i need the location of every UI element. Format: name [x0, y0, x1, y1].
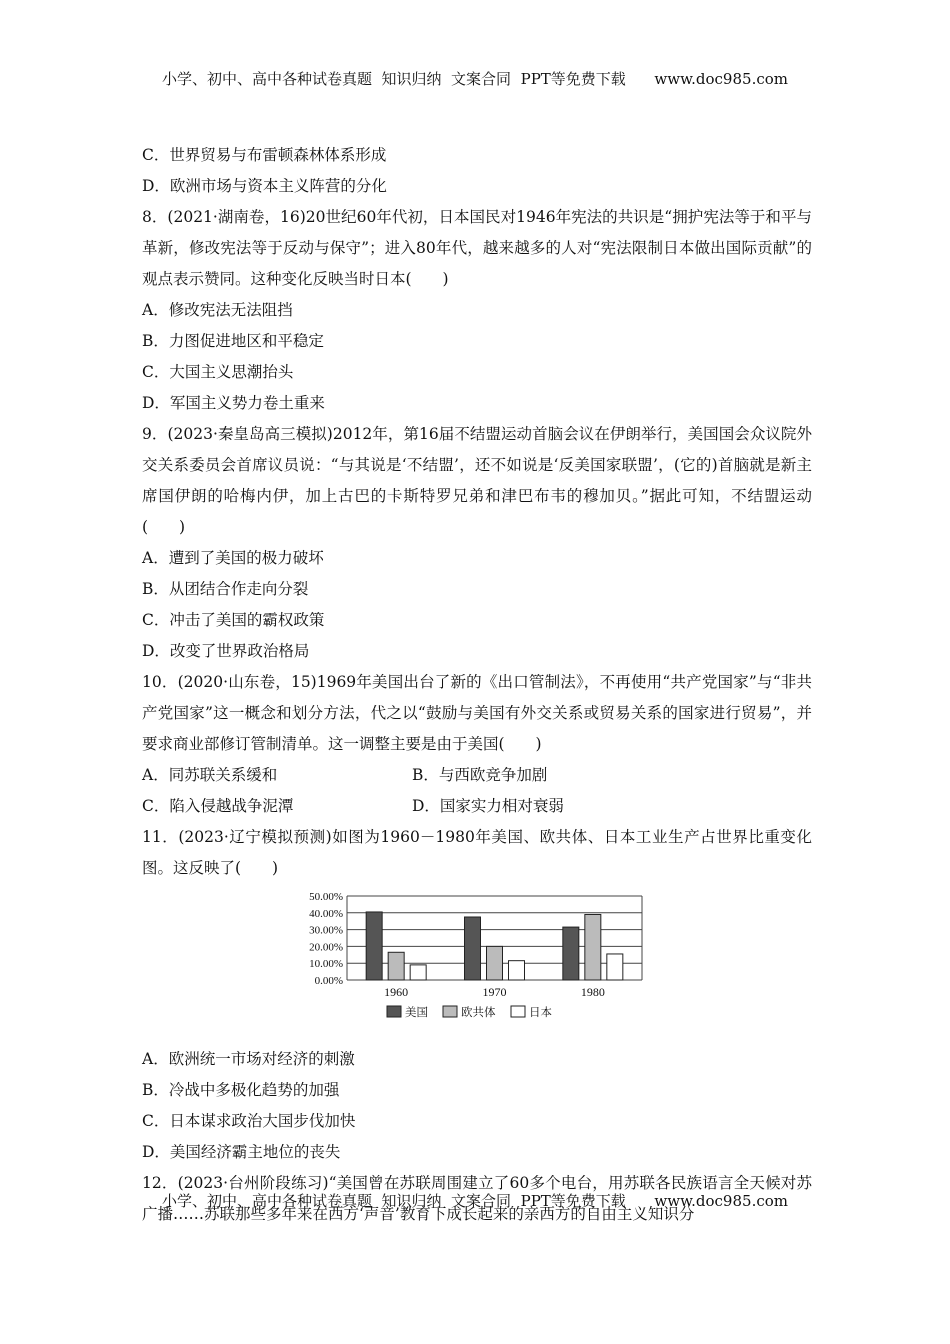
- bar-1970-欧共体: [487, 946, 503, 980]
- y-tick-label: 40.00%: [309, 907, 343, 920]
- question-11-stem: 11．(2023·辽宁模拟预测)如图为1960－1980年美国、欧共体、日本工业生产占世界比重变化图。这反映了( ): [142, 828, 812, 877]
- y-tick-label: 50.00%: [309, 891, 343, 903]
- question-9-option-a: A．遭到了美国的极力破坏: [142, 549, 324, 567]
- question-11-option-a: A．欧洲统一市场对经济的刺激: [142, 1050, 355, 1068]
- legend-label: 美国: [405, 1007, 428, 1019]
- option-line: C．世界贸易与布雷顿森林体系形成: [142, 146, 387, 164]
- question-8-option-a: A．修改宪法无法阻挡: [142, 301, 293, 319]
- page-footer: 小学、初中、高中各种试卷真题 知识归纳 文案合同 PPT等免费下载 www.doc985.com: [161, 1192, 788, 1210]
- question-10-option-a: A．同苏联关系缓和: [142, 766, 278, 784]
- question-8-option-b: B．力图促进地区和平稳定: [142, 332, 324, 350]
- question-8-option-c: C．大国主义思潮抬头: [142, 363, 294, 381]
- bar-1960-美国: [366, 912, 382, 980]
- question-10-options-row2: [142, 791, 812, 822]
- question-10-option-c: C．陷入侵越战争泥潭: [142, 797, 294, 815]
- question-9-stem: 9．(2023·秦皇岛高三模拟)2012年，第16届不结盟运动首脑会议在伊朗举行，美国国会众议院外交关系委员会首席议员说：“与其说是‘不结盟’，还不如说是‘反美国家联盟’，(它的)首脑就是新主席国伊朗的哈梅内伊，加上古巴的卡斯特罗兄弟和津巴布韦的穆加贝。”据此可知，不结盟运动( ): [142, 425, 812, 536]
- question-10-options-row1: [142, 760, 812, 791]
- legend-swatch-欧共体: [443, 1006, 457, 1017]
- bar-1960-日本: [410, 965, 426, 980]
- bar-1980-美国: [563, 927, 579, 980]
- question-10-stem: 10．(2020·山东卷，15)1969年美国出台了新的《出口管制法》，不再使用“共产党国家”与“非共产党国家”这一概念和划分方法，代之以“鼓励与美国有外交关系或贸易关系的国家进行贸易”，并要求商业部修订管制清单。这一调整主要是由于美国( ): [142, 673, 812, 753]
- question-9-option-d: D．改变了世界政治格局: [142, 642, 310, 660]
- y-tick-label: 20.00%: [309, 941, 343, 954]
- option-line: D．欧洲市场与资本主义阵营的分化: [142, 177, 387, 195]
- page-header: 小学、初中、高中各种试卷真题 知识归纳 文案合同 PPT等免费下载 www.doc985.com: [161, 70, 788, 88]
- x-tick-label: 1980: [580, 985, 605, 999]
- bar-1980-欧共体: [585, 914, 601, 980]
- exam-page: [142, 140, 812, 1230]
- y-tick-label: 30.00%: [309, 924, 343, 937]
- bar-1980-日本: [607, 954, 623, 980]
- x-tick-label: 1960: [384, 985, 409, 999]
- bar-1960-欧共体: [388, 952, 404, 980]
- y-tick-label: 0.00%: [314, 975, 343, 987]
- question-10-option-b: B．与西欧竞争加剧: [412, 766, 548, 784]
- question-11-option-c: C．日本谋求政治大国步伐加快: [142, 1112, 356, 1130]
- question-10-option-d: D．国家实力相对衰弱: [412, 797, 564, 815]
- legend-label: 欧共体: [461, 1007, 496, 1019]
- question-8-stem: 8．(2021·湖南卷，16)20世纪60年代初，日本国民对1946年宪法的共识是“拥护宪法等于和平与革新，修改宪法等于反动与保守”；进入80年代，越来越多的人对“宪法限制日本做出国际贡献”的观点表示赞同。这种变化反映当时日本( ): [142, 208, 812, 288]
- industrial-share-chart: [142, 888, 812, 1038]
- bar-1970-美国: [465, 917, 481, 980]
- legend-swatch-日本: [511, 1006, 525, 1017]
- question-11-option-b: B．冷战中多极化趋势的加强: [142, 1081, 340, 1099]
- bar-chart-svg: [292, 888, 652, 1038]
- y-tick-label: 10.00%: [309, 958, 343, 971]
- legend-swatch-美国: [387, 1006, 401, 1017]
- question-11-option-d: D．美国经济霸主地位的丧失: [142, 1143, 341, 1161]
- question-8-option-d: D．军国主义势力卷土重来: [142, 394, 325, 412]
- question-9-option-c: C．冲击了美国的霸权政策: [142, 611, 325, 629]
- x-tick-label: 1970: [482, 985, 507, 999]
- question-12-stem: 12．(2023·台州阶段练习)“美国曾在苏联周围建立了60多个电台，用苏联各民族语言全天候对苏广播……苏联那些多年来在西方‘声音’教育下成长起来的亲西方的自由主义知识分: [142, 1174, 812, 1223]
- legend-label: 日本: [529, 1007, 552, 1019]
- bar-1970-日本: [509, 961, 525, 980]
- question-9-option-b: B．从团结合作走向分裂: [142, 580, 309, 598]
